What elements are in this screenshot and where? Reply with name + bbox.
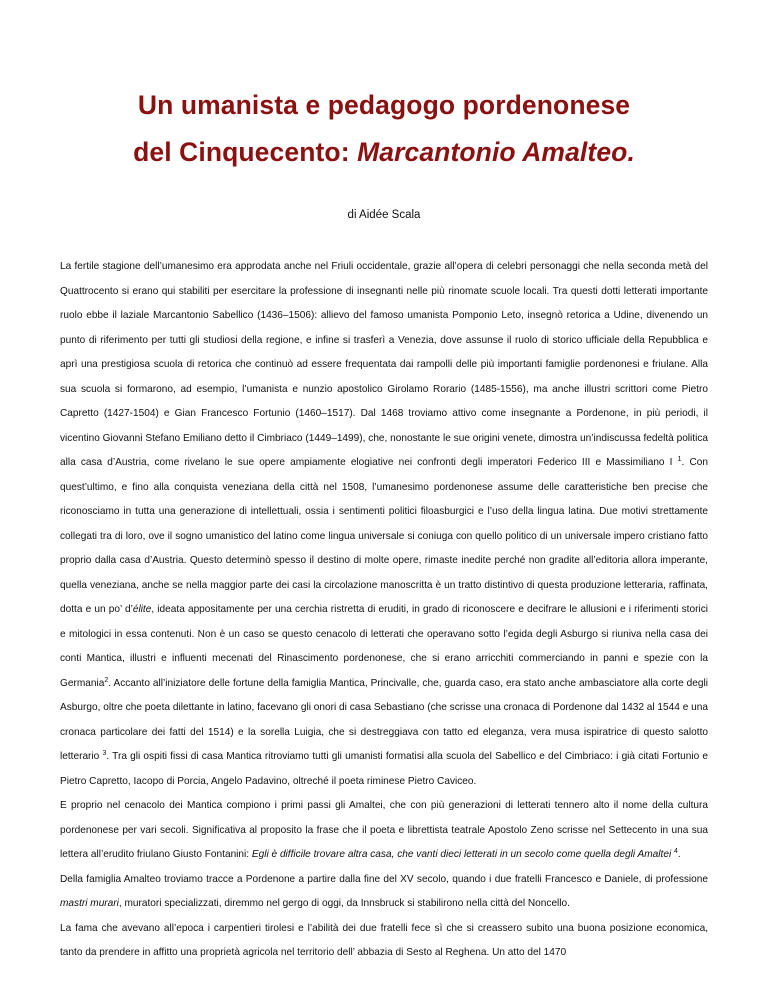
paragraph-text: .	[677, 849, 681, 860]
body-paragraph	[60, 794, 708, 868]
paragraph-text: , ideata appositamente per una cerchia ristretta di eruditi, in grado di riconoscere e decifrare le allusioni e i riferimenti storici e mitologici in essa contenuti. Non è un caso se questo cenacolo di letterati che operavano sotto l’egida degli Asburgo si riuniva nella casa dei conti Mantica, illustri e influenti mecenati del Rinascimento pordenonese, che si erano arricchiti commerciando in panni e spezie con la Germania	[60, 604, 708, 689]
paragraph-text: E proprio nel cenacolo dei Mantica compiono i primi passi gli Amaltei, che con più generazioni di letterati tennero alto il nome della cultura pordenonese per vari secoli. Significativa al proposito la frase che il poeta e librettista teatrale Apostolo Zeno scrisse nel Settecento in una sua lettera all’erudito friulano Giusto Fontanini:	[60, 800, 708, 860]
paragraph-text: . Con quest’ultimo, e fino alla conquista veneziana della città nel 1508, l’umanesimo pordenonese assume delle caratteristiche ben precise che riconosciamo in tutta una generazione di intellettuali, ossia i sentimenti politici filoasburgici e l’uso della lingua latina. Due motivi strettamente collegati tra di loro, ove il sogno umanistico del latino come lingua universale si coniuga con quello politico di un universale impero cristiano fatto proprio dalla casa d’Austria. Questo determinò spesso il destino di molte opere, rimaste inedite perché non gradite all’editoria allora imperante, quella veneziana, anche se nella maggior parte dei casi la circolazione manoscritta è un tratto distintivo di questa produzione letteraria, raffinata, dotta e un po’ d’	[60, 457, 708, 615]
title-line-2-prefix: del Cinquecento:	[133, 137, 358, 167]
footnote-reference: 4	[674, 848, 678, 855]
paragraph-text: La fama che avevano all’epoca i carpentieri tirolesi e l’abilità dei due fratelli fece sì che si creassero subito una buona posizione economica, tanto da prendere in affitto una proprietà agricola nel territorio dell’ abbazia di Sesto al Reghena. Un atto del 1470	[60, 922, 708, 958]
paragraph-text: . Tra gli ospiti fissi di casa Mantica ritroviamo tutti gli umanisti formatisi alla scuola del Sabellico e del Cimbriaco: i già citati Fortunio e Pietro Capretto, Iacopo di Porcia, Angelo Padavino, oltreché il poeta riminese Pietro Caviceo.	[60, 751, 709, 787]
paragraph-text: La fertile stagione dell’umanesimo era approdata anche nel Friuli occidentale, grazie all’opera di celebri personaggi che nella seconda metà del Quattrocento si erano qui stabiliti per esercitare la professione di insegnanti nelle più rinomate scuole locali. Tra questi dotti letterati importante ruolo ebbe il laziale Marcantonio Sabellico (1436–1506): allievo del famoso umanista Pomponio Leto, insegnò retorica a Udine, divenendo un punto di riferimento per tutti gli studiosi della regione, e infine si trasferì a Venezia, dove assunse il ruolo di storico ufficiale della Repubblica e aprì una prestigiosa scuola di retorica che continuò ad essere frequentata dai rampolli delle più importanti famiglie pordenonesi e friulane. Alla sua scuola si formarono, ad esempio, l’umanista e nunzio apostolico Girolamo Rorario (1485-1556), ma anche illustri scrittori come Pietro Capretto (1427-1504) e Gian Francesco Fortunio (1460–1517). Dal 1468 troviamo attivo come insegnante a Pordenone, in più periodi, il vicentino Giovanni Stefano Emiliano detto il Cimbriaco (1449–1499), che, nonostante le sue origini venete, dimostra un’indiscussa fedeltà politica alla casa d’Austria, come rivelano le sue opere ampiamente elogiative nei confronti degli imperatori Federico III e Massimiliano I	[60, 261, 708, 468]
document-title	[60, 82, 708, 176]
italic-text: élite	[132, 604, 152, 615]
italic-text: Egli è difficile trovare altra casa, che vanti dieci letterati in un secolo come quella degli Amaltei	[251, 849, 672, 860]
body-paragraph	[60, 917, 708, 966]
title-line-2-emphasis: Marcantonio Amalteo.	[357, 137, 635, 167]
author-byline: di Aidée Scala	[347, 209, 421, 221]
body-paragraph	[60, 868, 708, 917]
body-paragraph	[60, 255, 708, 794]
paragraph-text: . Accanto all’iniziatore delle fortune della famiglia Mantica, Princivalle, che, guarda caso, era stato anche ambasciatore alla corte degli Asburgo, oltre che poeta dilettante in latino, facevano gli onori di casa Sebastiano (che scrisse una cronaca di Pordenone dal 1432 al 1544 e una cronaca particolare dei fatti del 1514) e la sorella Luigia, che si destreggiava con tatto ed eleganza, vera musa ispiratrice di questo salotto letterario	[60, 677, 708, 762]
paragraph-text: , muratori specializzati, diremmo nel gergo di oggi, da Innsbruck si stabilirono nella città del Noncello.	[118, 898, 570, 909]
footnote-reference: 2	[104, 676, 109, 684]
article-body	[60, 255, 708, 966]
footnote-reference: 1	[677, 456, 682, 463]
italic-text: mastri murari	[60, 898, 119, 909]
paragraph-text: Della famiglia Amalteo troviamo tracce a Pordenone a partire dalla fine del XV secolo, quando i due fratelli Francesco e Daniele, di professione	[60, 873, 708, 885]
footnote-reference: 3	[102, 750, 107, 757]
document-page	[60, 82, 708, 966]
title-line-1: Un umanista e pedagogo pordenonese	[137, 90, 631, 120]
